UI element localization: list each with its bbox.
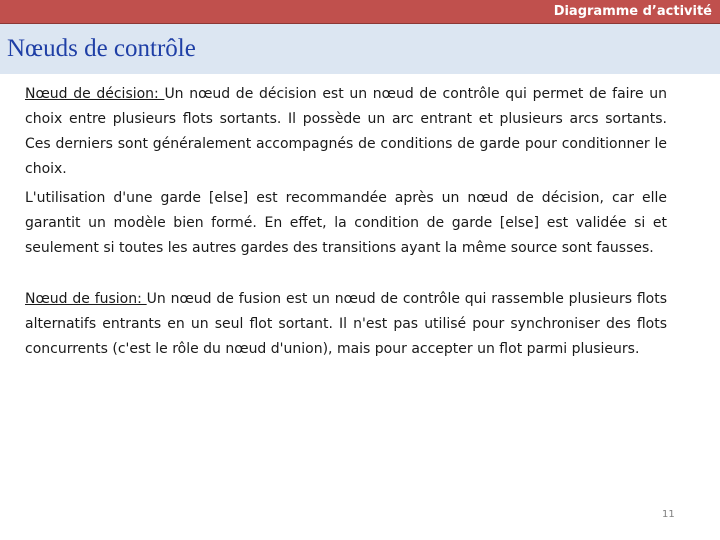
decision-node-paragraph	[25, 82, 667, 182]
fusion-node-term: Nœud de fusion:	[25, 291, 147, 307]
header-title: Diagramme d’activité	[553, 4, 712, 19]
else-guard-text: L'utilisation d'une garde [else] est recommandée après un nœud de décision, car elle garantit un modèle bien formé. En effet, la condition de garde [else] est validée si et seulement si toutes les autres gardes des transitions ayant la même source sont fausses.	[25, 190, 667, 256]
title-band	[0, 24, 720, 74]
fusion-node-text: Un nœud de fusion est un nœud de contrôle qui rassemble plusieurs flots alternatifs entrants en un seul flot sortant. Il n'est pas utilisé pour synchroniser des flots concurrents (c'est le rôle du nœud d'union), mais pour accepter un flot parmi plusieurs.	[25, 291, 668, 357]
page-number: 11	[662, 509, 675, 520]
header-bar	[0, 0, 720, 24]
slide-content	[25, 82, 667, 362]
fusion-node-paragraph	[25, 287, 667, 362]
decision-node-term: Nœud de décision:	[25, 86, 165, 102]
slide-title: Nœuds de contrôle	[7, 35, 196, 62]
else-guard-paragraph	[25, 186, 667, 261]
decision-node-text: Un nœud de décision est un nœud de contrôle qui permet de faire un choix entre plusieurs flots sortants. Il possède un arc entrant et plusieurs arcs sortants. Ces derniers sont généralement accompagnés de conditions de garde pour conditionner le choix.	[25, 86, 667, 177]
